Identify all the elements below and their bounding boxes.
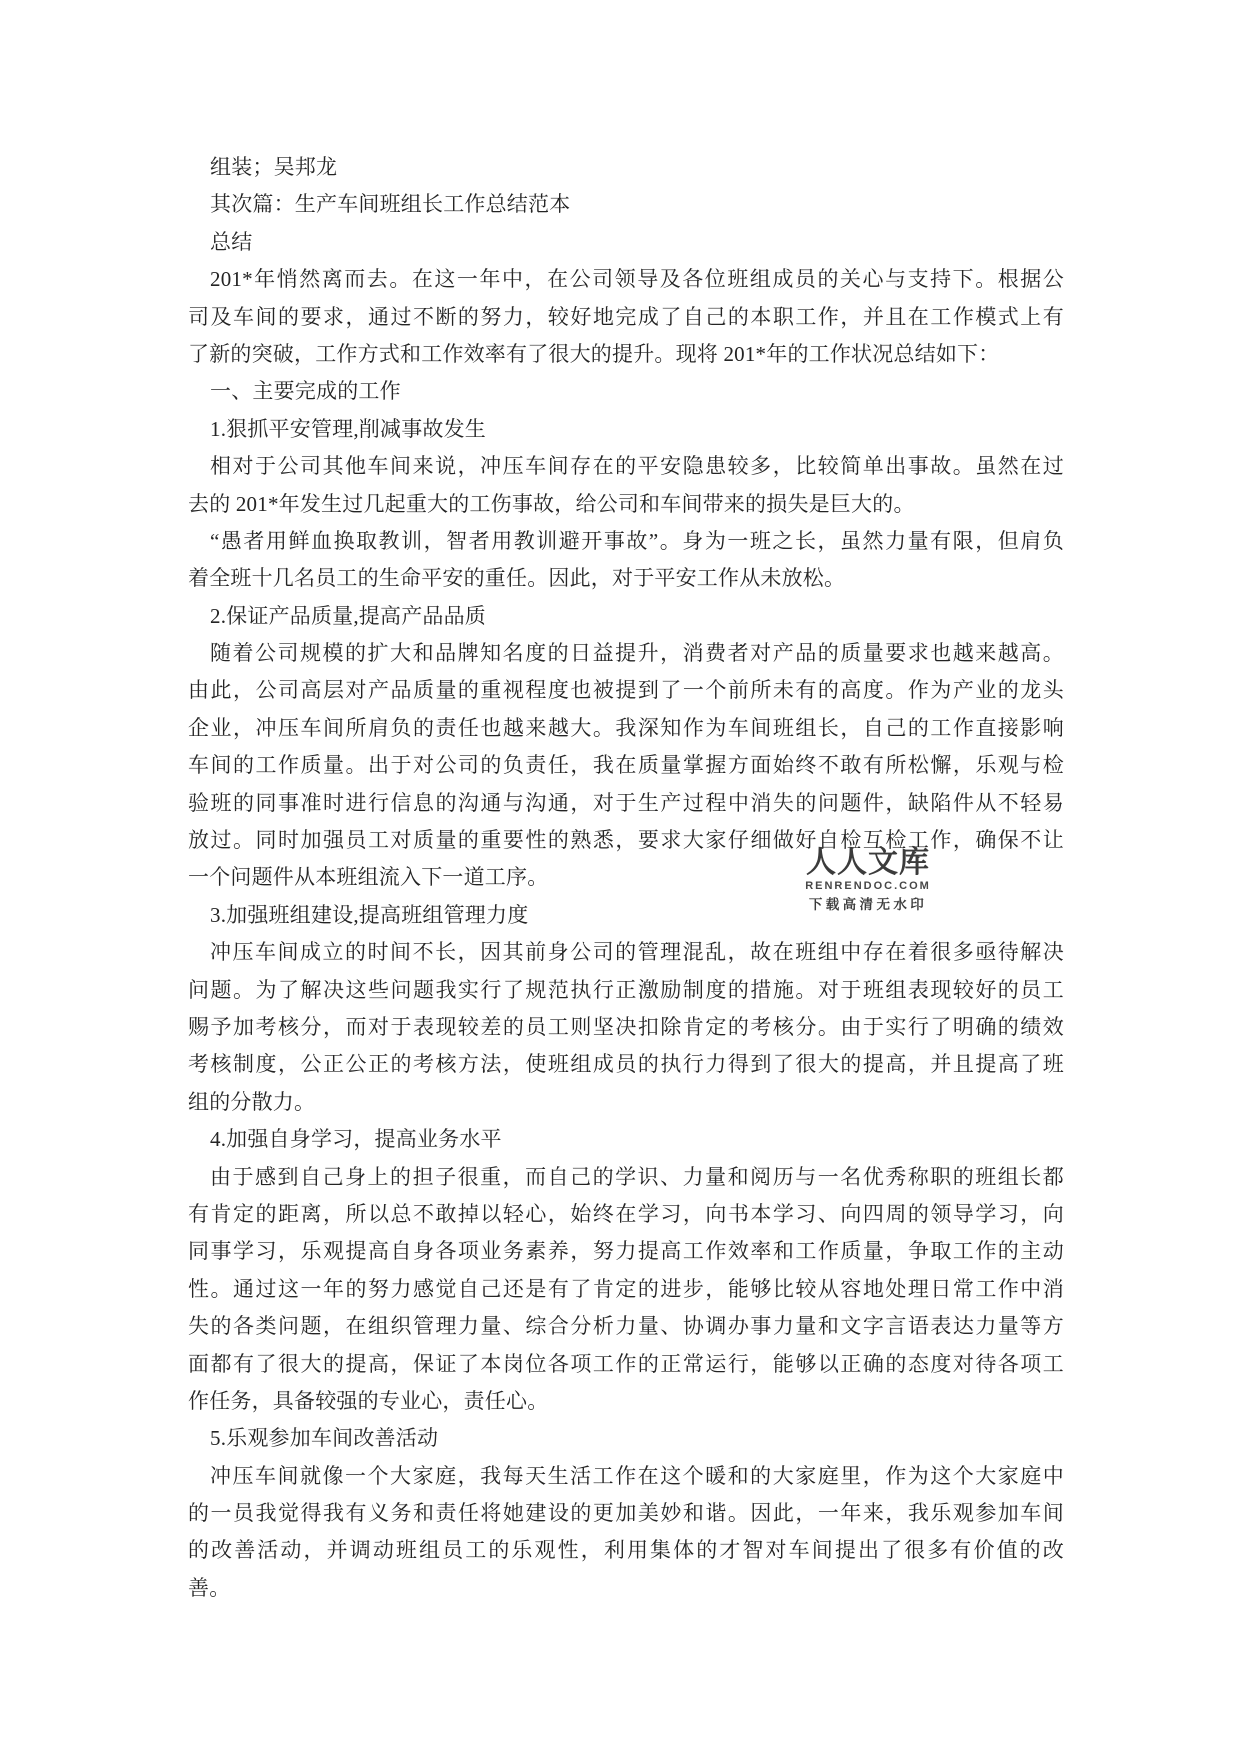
text-line: 冲压车间成立的时间不长，因其前身公司的管理混乱，故在班组中存在着很多亟待解决 xyxy=(210,940,1064,965)
text-line: 问题。为了解决这些问题我实行了规范执行正激励制度的措施。对于班组表现较好的员工 xyxy=(188,977,1064,1002)
text-line: 的一员我觉得我有义务和责任将她建设的更加美妙和谐。因此，一年来，我乐观参加车间 xyxy=(188,1501,1064,1526)
text-line: 善。 xyxy=(188,1575,231,1600)
text-line: 放过。同时加强员工对质量的重要性的熟悉，要求大家仔细做好自检互检工作，确保不让 xyxy=(188,828,1064,853)
text-line: 有肯定的距离，所以总不敢掉以轻心，始终在学习，向书本学习、向四周的领导学习，向 xyxy=(188,1201,1064,1226)
text-line: 组装；吴邦龙 xyxy=(210,155,338,179)
text-line: 面都有了很大的提高，保证了本岗位各项工作的正常运行，能够以正确的态度对待各项工 xyxy=(188,1351,1064,1376)
text-line: 相对于公司其他车间来说，冲压车间存在的平安隐患较多，比较简单出事故。虽然在过 xyxy=(210,454,1064,479)
text-line: 性。通过这一年的努力感觉自己还是有了肯定的进步，能够比较从容地处理日常工作中消 xyxy=(188,1276,1064,1301)
text-line: 车间的工作质量。出于对公司的负责任，我在质量掌握方面始终不敢有所松懈，乐观与检 xyxy=(188,753,1064,778)
text-line: 组的分散力。 xyxy=(188,1089,316,1114)
text-line: 的改善活动，并调动班组员工的乐观性，利用集体的才智对车间提出了很多有价值的改 xyxy=(188,1538,1064,1563)
text-line: 考核制度，公正公正的考核方法，使班组成员的执行力得到了很大的提高，并且提高了班 xyxy=(188,1052,1064,1077)
text-line: 企业，冲压车间所肩负的责任也越来越大。我深知作为车间班组长，自己的工作直接影响 xyxy=(188,715,1064,740)
text-line: 了新的突破，工作方式和工作效率有了很大的提升。现将 201*年的工作状况总结如下： xyxy=(188,341,1000,366)
text-line: 总结 xyxy=(210,229,253,254)
text-line: 司及车间的要求，通过不断的努力，较好地完成了自己的本职工作，并且在工作模式上有 xyxy=(188,304,1064,329)
text-line: 随着公司规模的扩大和品牌知名度的日益提升，消费者对产品的质量要求也越来越高。 xyxy=(210,641,1064,666)
text-line: 冲压车间就像一个大家庭，我每天生活工作在这个暖和的大家庭里，作为这个大家庭中 xyxy=(210,1463,1064,1488)
text-line: 2.保证产品质量,提高产品品质 xyxy=(210,603,486,628)
watermark-tagline: 下载高清无水印 xyxy=(808,897,928,912)
document-text xyxy=(188,149,1064,1607)
text-line: 一个问题件从本班组流入下一道工序。 xyxy=(188,865,549,890)
text-line: 验班的同事准时进行信息的沟通与沟通，对于生产过程中消失的问题件，缺陷件从不轻易 xyxy=(188,790,1064,815)
text-line: “愚者用鲜血换取教训，智者用教训避开事故”。身为一班之长，虽然力量有限，但肩负 xyxy=(210,528,1064,553)
watermark-domain: RENRENDOC.COM xyxy=(805,880,931,892)
text-line: 去的 201*年发生过几起重大的工伤事故，给公司和车间带来的损失是巨大的。 xyxy=(188,491,915,516)
text-line: 失的各类问题，在组织管理力量、综合分析力量、协调办事力量和文字言语表达力量等方 xyxy=(188,1314,1064,1339)
text-line: 5.乐观参加车间改善活动 xyxy=(210,1426,439,1451)
text-line: 赐予加考核分，而对于表现较差的员工则坚决扣除肯定的考核分。由于实行了明确的绩效 xyxy=(188,1014,1064,1039)
text-line: 作任务，具备较强的专业心，责任心。 xyxy=(188,1388,549,1413)
text-line: 由此，公司高层对产品质量的重视程度也被提到了一个前所未有的高度。作为产业的龙头 xyxy=(188,678,1064,703)
text-line: 同事学习，乐观提高自身各项业务素养，努力提高工作效率和工作质量，争取工作的主动 xyxy=(188,1239,1064,1264)
text-line: 1.狠抓平安管理,削减事故发生 xyxy=(210,416,486,441)
text-line: 一、主要完成的工作 xyxy=(210,379,401,404)
text-line: 着全班十几名员工的生命平安的重任。因此，对于平安工作从未放松。 xyxy=(188,566,846,591)
watermark-logo-text: 人人文库 xyxy=(806,846,930,879)
text-line: 3.加强班组建设,提高班组管理力度 xyxy=(210,902,529,927)
text-line: 由于感到自己身上的担子很重，而自己的学识、力量和阅历与一名优秀称职的班组长都 xyxy=(210,1164,1064,1189)
text-line: 其次篇：生产车间班组长工作总结范本 xyxy=(210,192,571,217)
text-line: 201*年悄然离而去。在这一年中，在公司领导及各位班组成员的关心与支持下。根据公 xyxy=(210,267,1064,292)
text-line: 4.加强自身学习，提高业务水平 xyxy=(210,1127,502,1152)
